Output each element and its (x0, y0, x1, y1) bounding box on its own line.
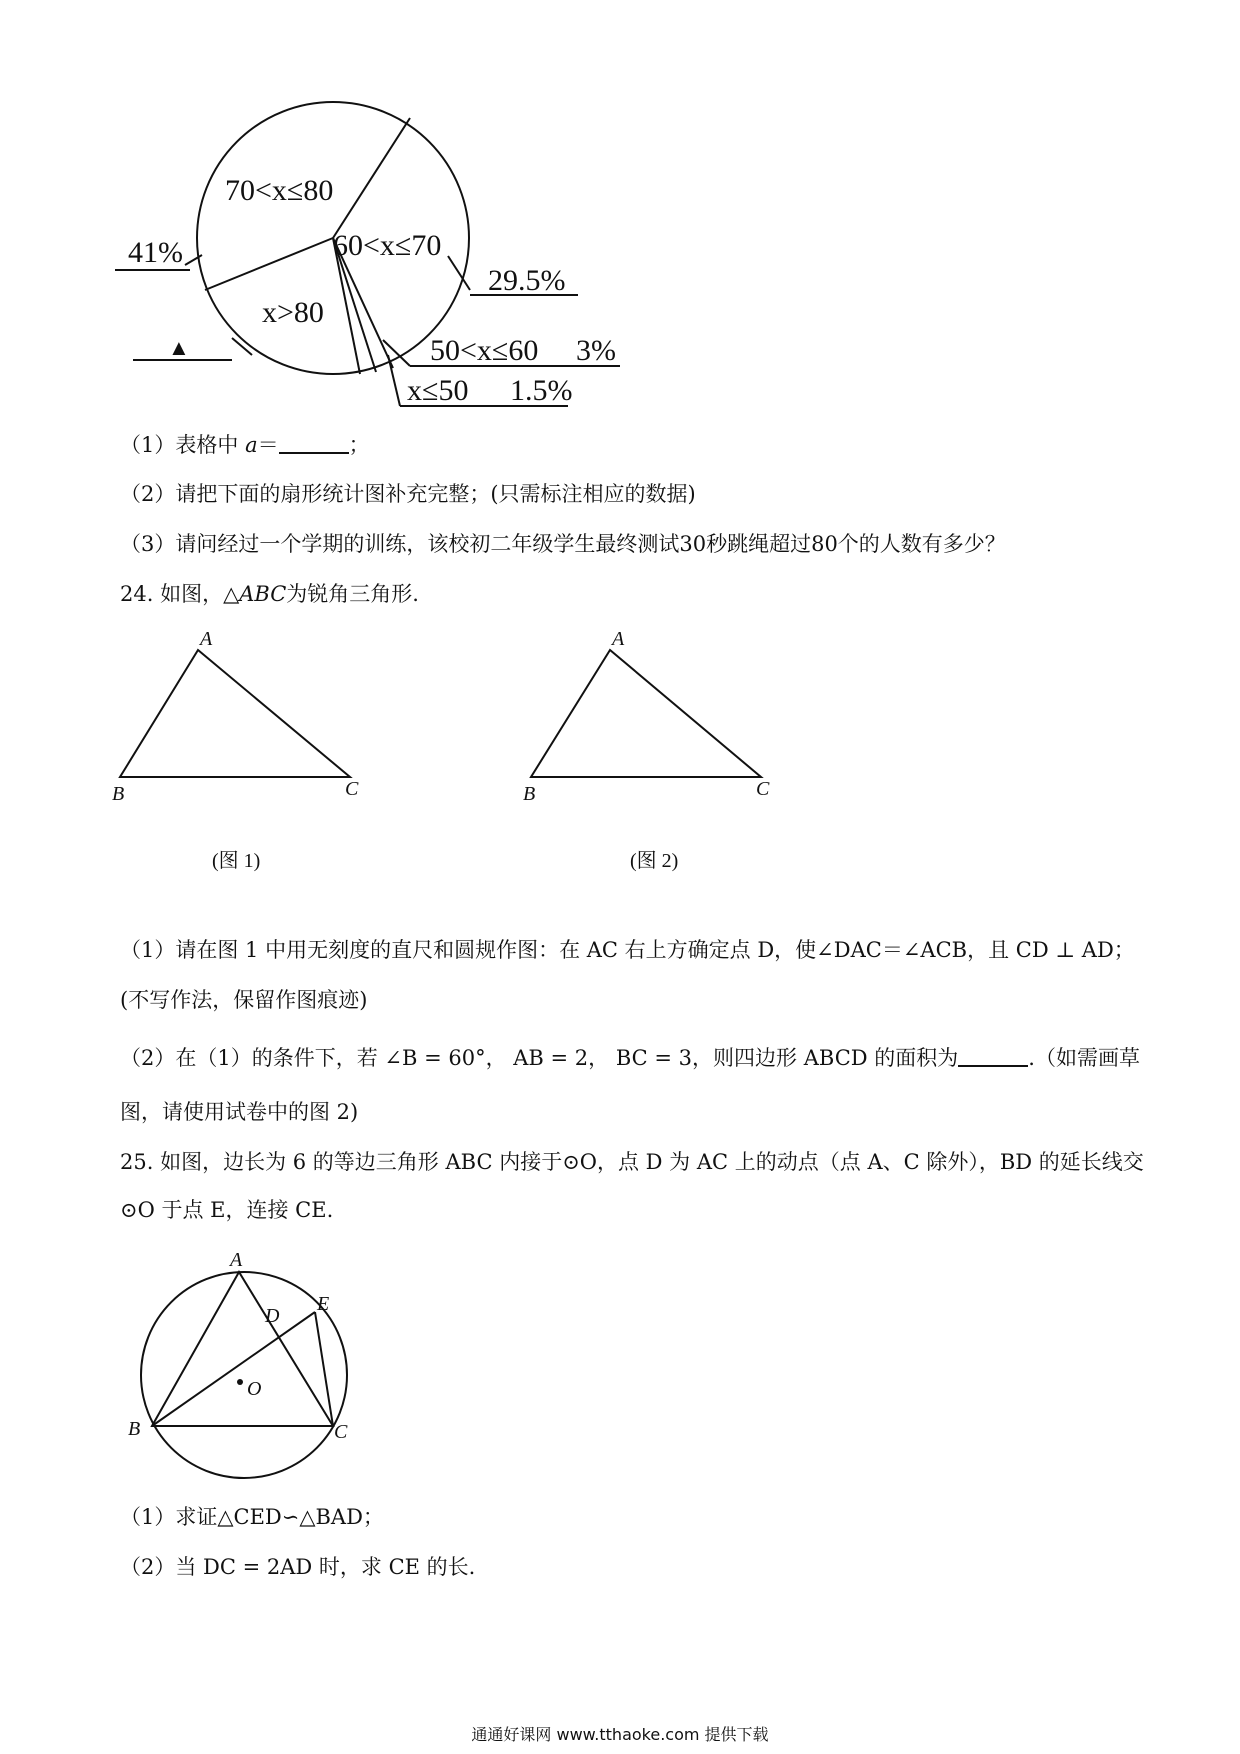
pie-label-70-80: 70<x≤80 (225, 174, 334, 207)
q25-figure (0, 1250, 1240, 1500)
label-o: O (247, 1378, 262, 1400)
triangle-fig1 (120, 650, 350, 777)
leader-1-5 (388, 355, 400, 406)
fig1-vertex-a: A (200, 628, 213, 650)
q24-part2-line1: （2）在（1）的条件下，若 ∠B = 60°， AB = 2， BC = 3，则四边形 ABCD 的面积为 .（如需画草 (120, 1046, 1140, 1070)
label-d: D (265, 1305, 280, 1327)
fig1-vertex-b: B (112, 783, 125, 805)
q25-line2: ⊙O 于点 E，连接 CE. (120, 1198, 334, 1222)
fig2-vertex-b: B (523, 783, 536, 805)
pie-chart-figure (0, 0, 1240, 420)
q23-part2: （2）请把下面的扇形统计图补充完整；(只需标注相应的数据) (120, 482, 696, 506)
label-e: E (317, 1293, 330, 1315)
fig2-caption: (图 2) (630, 850, 679, 872)
pie-pct-3: 3% (576, 334, 616, 367)
pie-divider-left (205, 238, 333, 290)
q25-part1: （1）求证△CED∽△BAD； (120, 1505, 384, 1529)
pie-label-le50: x≤50 (407, 374, 469, 407)
answer-blank-area[interactable] (958, 1045, 1028, 1067)
pie-unknown-marker: ▲ (168, 335, 190, 360)
pie-label-gt80: x>80 (262, 296, 324, 329)
pie-pct-29-5: 29.5% (488, 264, 566, 297)
center-point-o (237, 1379, 243, 1385)
q24-figures (0, 615, 1240, 895)
fig2-vertex-c: C (756, 778, 770, 800)
q24-title: 24. 如图，△ABC为锐角三角形. (120, 582, 419, 606)
fig2-vertex-a: A (612, 628, 625, 650)
page-footer: 通通好课网 www.tthaoke.com 提供下载 (471, 1725, 769, 1744)
segment-be (152, 1312, 315, 1426)
q24-part2-line2: 图，请使用试卷中的图 2) (120, 1100, 359, 1124)
q24-part1-line1: （1）请在图 1 中用无刻度的直尺和圆规作图：在 AC 右上方确定点 D，使∠DAC＝∠ACB，且 CD ⊥ AD； (120, 938, 1135, 962)
pie-pct-1-5: 1.5% (510, 374, 573, 407)
pie-label-60-70: 60<x≤70 (333, 229, 442, 262)
pie-label-50-60: 50<x≤60 (430, 334, 539, 367)
fig1-vertex-c: C (345, 778, 359, 800)
answer-blank-a[interactable] (279, 432, 349, 454)
q24-part1-line2: (不写作法，保留作图痕迹) (120, 988, 368, 1012)
label-a: A (230, 1250, 243, 1271)
fig1-caption: (图 1) (212, 850, 261, 872)
q23-part1: （1）表格中 a＝ ； (120, 433, 370, 457)
triangle-fig2 (531, 650, 761, 777)
q23-part3: （3）请问经过一个学期的训练，该校初二年级学生最终测试30秒跳绳超过80个的人数有多少？ (120, 532, 1006, 556)
label-c: C (334, 1421, 348, 1443)
pie-pct-41: 41% (128, 236, 183, 269)
q25-line1: 25. 如图，边长为 6 的等边三角形 ABC 内接于⊙O，点 D 为 AC 上的动点（点 A、C 除外），BD 的延长线交 (120, 1150, 1144, 1174)
q25-part2: （2）当 DC = 2AD 时，求 CE 的长. (120, 1555, 476, 1579)
label-b: B (128, 1418, 141, 1440)
segment-ce (315, 1312, 333, 1426)
leader-gt80 (232, 338, 252, 355)
pie-divider-top (333, 118, 410, 238)
